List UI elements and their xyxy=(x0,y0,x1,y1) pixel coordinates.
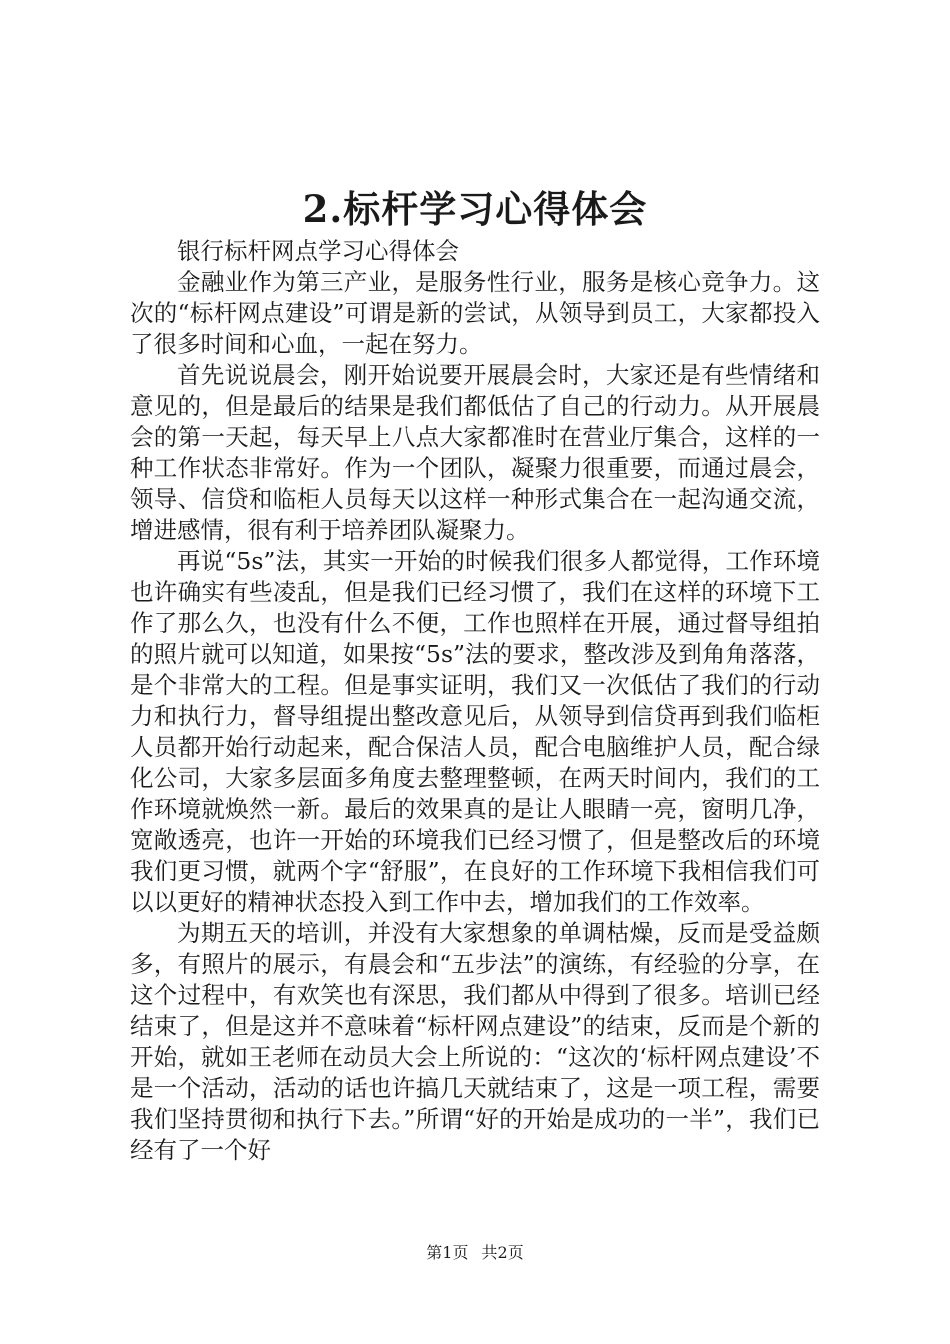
document-title: 2.标杆学习心得体会 xyxy=(302,187,648,231)
paragraph: 首先说说晨会，刚开始说要开展晨会时，大家还是有些情绪和意见的，但是最后的结果是我们都低估了自己的行动力。从开展晨会的第一天起，每天早上八点大家都准时在营业厅集合，这样的一种工作状态非常好。作为一个团队，凝聚力很重要，而通过晨会，领导、信贷和临柜人员每天以这样一种形式集合在一起沟通交流，增进感情，很有利于培养团队凝聚力。 xyxy=(130,361,820,544)
page-footer xyxy=(0,1243,950,1263)
document-body xyxy=(130,236,820,1166)
document-subtitle: 银行标杆网点学习心得体会 xyxy=(177,237,459,265)
paragraph: 金融业作为第三产业，是服务性行业，服务是核心竞争力。这次的“标杆网点建设”可谓是新的尝试，从领导到员工，大家都投入了很多时间和心血，一起在努力。 xyxy=(130,268,820,358)
paragraph: 为期五天的培训，并没有大家想象的单调枯燥，反而是受益颇多，有照片的展示，有晨会和“五步法”的演练，有经验的分享，在这个过程中，有欢笑也有深思，我们都从中得到了很多。培训已经结束了，但是这并不意味着“标杆网点建设”的结束，反而是个新的开始，就如王老师在动员大会上所说的：“这次的‘标杆网点建设’不是一个活动，活动的话也许搞几天就结束了，这是一项工程，需要我们坚持贯彻和执行下去。”所谓“好的开始是成功的一半”，我们已经有了一个好 xyxy=(130,919,820,1164)
page-total: 共2页 xyxy=(481,1243,524,1262)
paragraph: 再说“5s”法，其实一开始的时候我们很多人都觉得，工作环境也许确实有些凌乱，但是我们已经习惯了，我们在这样的环境下工作了那么久，也没有什么不便，工作也照样在开展，通过督导组拍的照片就可以知道，如果按“5s”法的要求，整改涉及到角角落落，是个非常大的工程。但是事实证明，我们又一次低估了我们的行动力和执行力，督导组提出整改意见后，从领导到信贷再到我们临柜人员都开始行动起来，配合保洁人员，配合电脑维护人员，配合绿化公司，大家多层面多角度去整理整顿，在两天时间内，我们的工作环境就焕然一新。最后的效果真的是让人眼睛一亮，窗明几净，宽敞透亮，也许一开始的环境我们已经习惯了，但是整改后的环境我们更习惯，就两个字“舒服”，在良好的工作环境下我相信我们可以以更好的精神状态投入到工作中去，增加我们的工作效率。 xyxy=(130,547,820,916)
page-number: 第1页 xyxy=(426,1243,469,1262)
